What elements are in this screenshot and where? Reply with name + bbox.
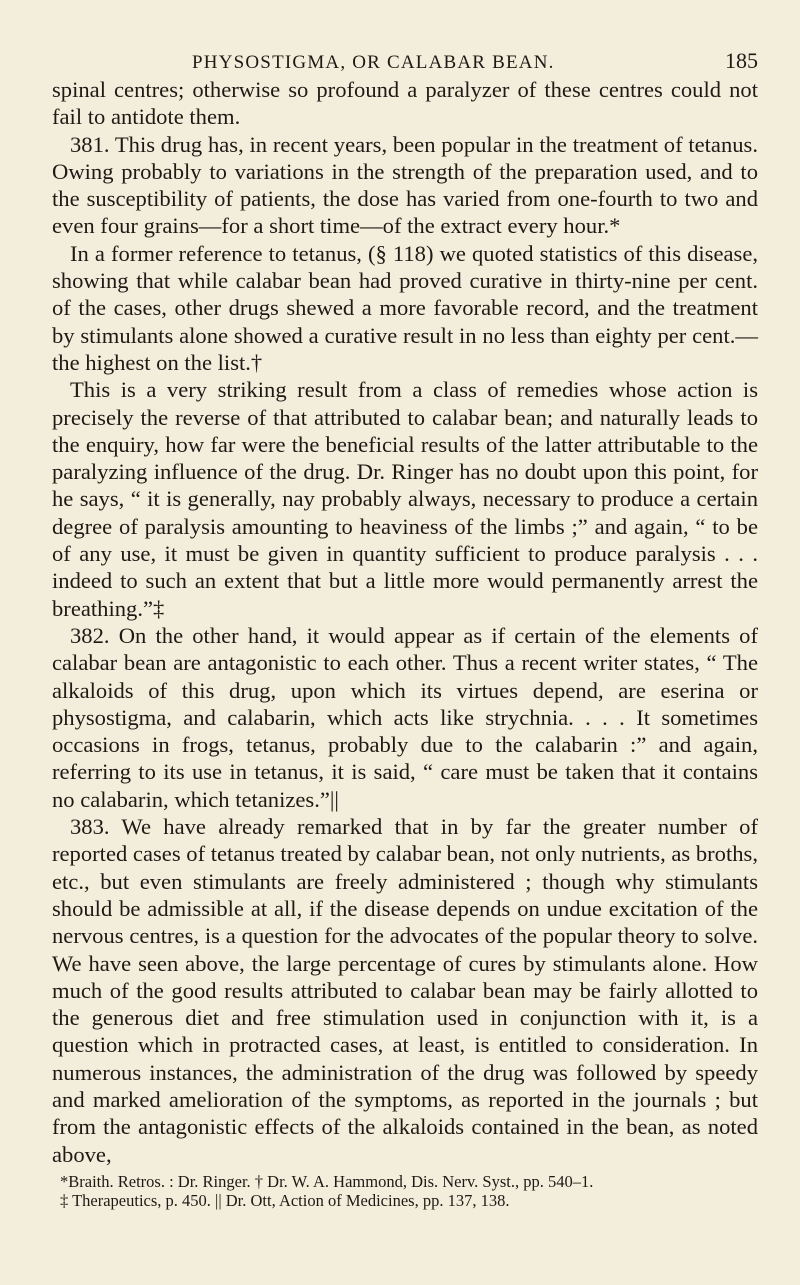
paragraph: In a former reference to tetanus, (§ 118) we quoted statistics of this disease, showing that while calabar bean had proved curative in thirty-nine per cent. of the cases, other drugs shewed a more favorable record, and the treatment by stimulants alone showed a curative result in no less than eighty per cent.—the highest on the list.† bbox=[52, 240, 758, 375]
running-title: PHYSOSTIGMA, OR CALABAR BEAN. bbox=[192, 52, 555, 73]
page-number: 185 bbox=[725, 48, 758, 73]
footnotes bbox=[52, 1172, 758, 1210]
paragraph: 381. This drug has, in recent years, been popular in the treatment of tetanus. Owing probably to variations in the strength of the preparation used, and to the susceptibility of patients, the dose has varied from one-fourth to two and even four grains—for a short time—of the extract every hour.* bbox=[52, 131, 758, 239]
footnote: *Braith. Retros. : Dr. Ringer. † Dr. W. A. Hammond, Dis. Nerv. Syst., pp. 540–1. bbox=[60, 1171, 594, 1191]
footnote: ‡ Therapeutics, p. 450. || Dr. Ott, Action of Medicines, pp. 137, 138. bbox=[60, 1190, 510, 1210]
running-header bbox=[52, 48, 758, 74]
paragraph: This is a very striking result from a class of remedies whose action is precisely the reverse of that attributed to calabar bean; and naturally leads to the enquiry, how far were the beneficial results of the latter attributable to the paralyzing influence of the drug. Dr. Ringer has no doubt upon this point, for he says, “ it is generally, nay probably always, necessary to produce a certain degree of paralysis amounting to heaviness of the limbs ;” and again, “ to be of any use, it must be given in quantity sufficient to produce paralysis . . . indeed to such an extent that but a little more would permanently arrest the breathing.”‡ bbox=[52, 377, 758, 621]
paragraph: spinal centres; otherwise so profound a paralyzer of these centres could not fail to antidote them. bbox=[52, 77, 758, 130]
body-text bbox=[52, 76, 758, 1168]
paragraph: 382. On the other hand, it would appear as if certain of the elements of calabar bean are antagonistic to each other. Thus a recent writer states, “ The alkaloids of this drug, upon which its virtues depend, are eserina or physostigma, and calabarin, which acts like strychnia. . . . It sometimes occasions in frogs, tetanus, probably due to the calabarin :” and again, referring to its use in tetanus, it is said, “ care must be taken that it contains no calabarin, which tetanizes.”|| bbox=[52, 622, 758, 812]
paragraph: 383. We have already remarked that in by far the greater number of reported cases of tetanus treated by calabar bean, not only nutrients, as broths, etc., but even stimulants are freely administered ; though why stimulants should be admissible at all, if the disease depends on undue excitation of the nervous centres, is a question for the advocates of the popular theory to solve. We have seen above, the large percentage of cures by stimulants alone. How much of the good results attributed to calabar bean may be fairly allotted to the generous diet and free stimulation used in conjunction with it, is a question which in protracted cases, at least, is entitled to consideration. In numerous instances, the administration of the drug was followed by speedy and marked amelioration of the symptoms, as reported in the journals ; but from the antagonistic effects of the alkaloids contained in the bean, as noted above, bbox=[52, 814, 758, 1167]
book-page bbox=[52, 48, 758, 1210]
